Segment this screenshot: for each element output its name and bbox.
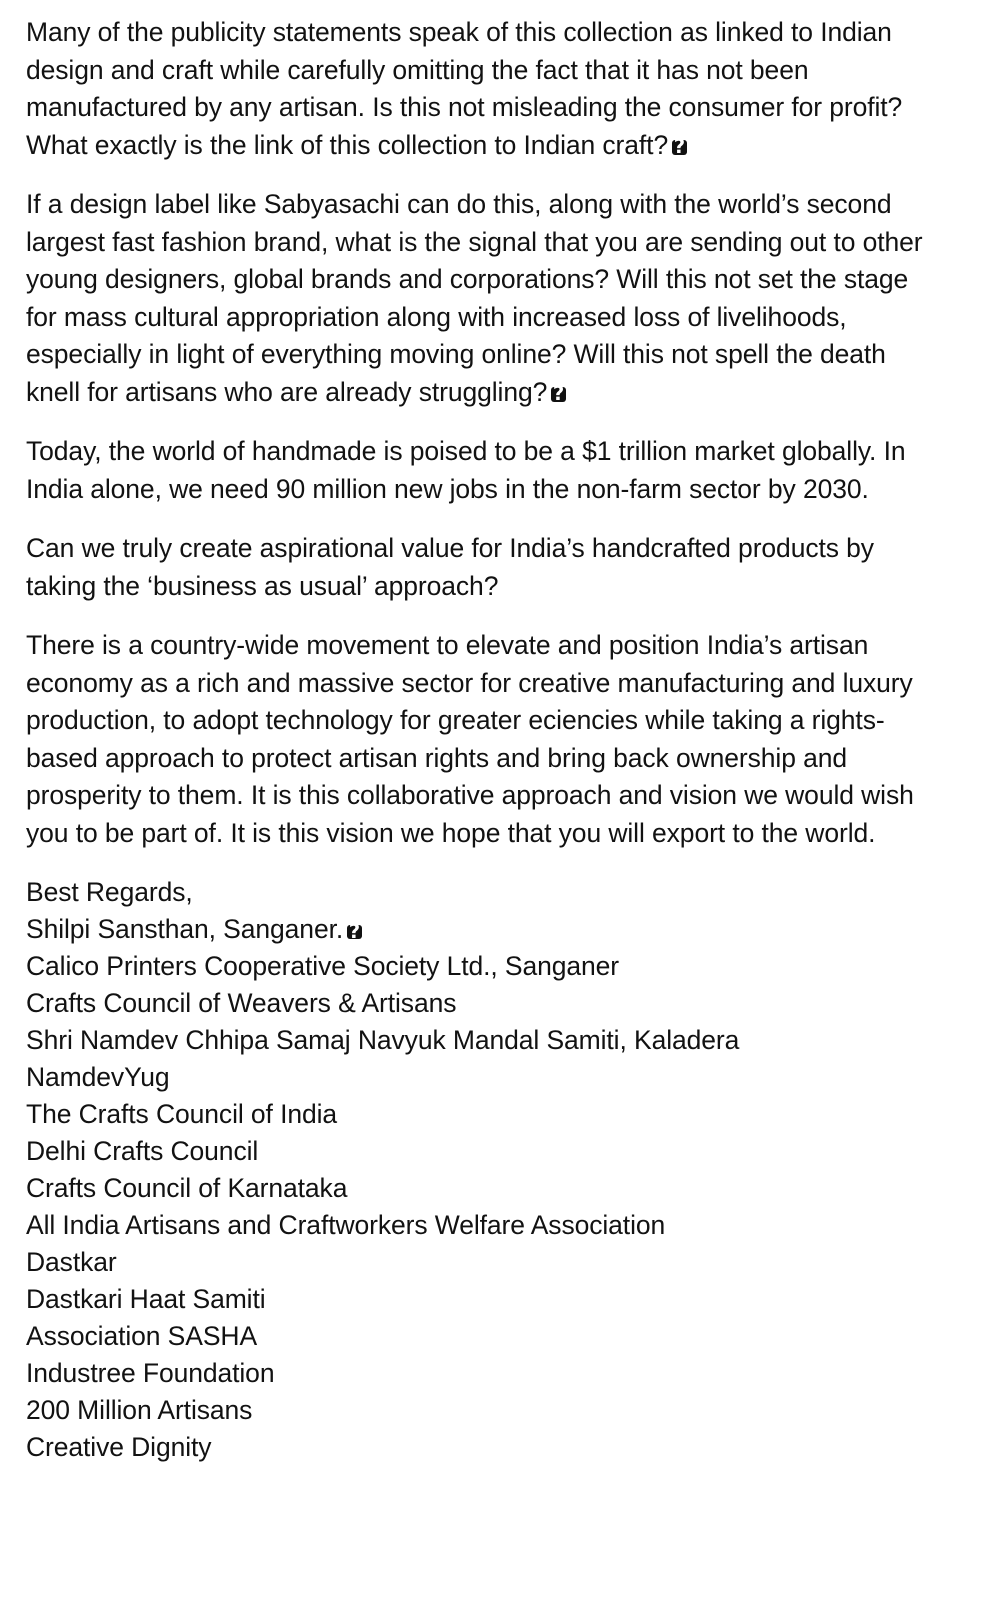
list-item: Dastkar [26,1247,117,1277]
replacement-char-icon [672,140,687,155]
list-item: All India Artisans and Craftworkers Welfare Association [26,1210,666,1240]
paragraph-text: Today, the world of handmade is poised to be a $1 trillion market globally. In India alone, we need 90 million new jobs in the non-farm sector by 2030. [26,436,906,504]
list-item: Creative Dignity [26,1432,212,1462]
list-item: Crafts Council of Karnataka [26,1173,348,1203]
list-item: The Crafts Council of India [26,1099,338,1129]
list-item: Calico Printers Cooperative Society Ltd., Sanganer [26,951,620,981]
signature-primary [26,911,946,948]
paragraph-text: If a design label like Sabyasachi can do this, along with the world’s second largest fast fashion brand, what is the signal that you are sending out to other young designers, global brands and corporations? Will this not set the stage for mass cultural appropriation along with increased loss of livelihoods, especially in light of everything moving online? Will this not spell the death knell for artisans who are already struggling? [26,189,923,407]
signature-greeting: Best Regards, [26,877,193,907]
replacement-char-icon [347,925,362,940]
list-item: 200 Million Artisans [26,1395,253,1425]
paragraph-country-wide-movement [26,627,946,852]
paragraph-text: There is a country-wide movement to elevate and position India’s artisan economy as a rich and massive sector for creative manufacturing and luxury production, to adopt technology for greater eciencies while taking a rights-based approach to protect artisan rights and bring back ownership and prosperity to them. It is this collaborative approach and vision we would wish you to be part of. It is this vision we hope that you will export to the world. [26,630,914,848]
paragraph-design-label-signal [26,186,946,411]
list-item: Shri Namdev Chhipa Samaj Navyuk Mandal Samiti, Kaladera [26,1025,740,1055]
paragraph-handmade-market [26,433,946,508]
paragraph-publicity-statements [26,14,946,164]
signature-block [26,874,946,1466]
paragraph-text: Can we truly create aspirational value for India’s handcrafted products by taking the ‘business as usual’ approach? [26,533,874,601]
paragraph-text: Many of the publicity statements speak of this collection as linked to Indian design and craft while carefully omitting the fact that it has not been manufactured by any artisan. Is this not misleading the consumer for profit? What exactly is the link of this collection to Indian craft? [26,17,903,160]
replacement-char-icon [551,387,566,402]
list-item: NamdevYug [26,1062,170,1092]
list-item: Association SASHA [26,1321,258,1351]
list-item: Delhi Crafts Council [26,1136,259,1166]
list-item: Industree Foundation [26,1358,275,1388]
paragraph-aspirational-value [26,530,946,605]
list-item: Crafts Council of Weavers & Artisans [26,988,457,1018]
signature-primary-label: Shilpi Sansthan, Sanganer. [26,914,344,944]
list-item: Dastkari Haat Samiti [26,1284,266,1314]
